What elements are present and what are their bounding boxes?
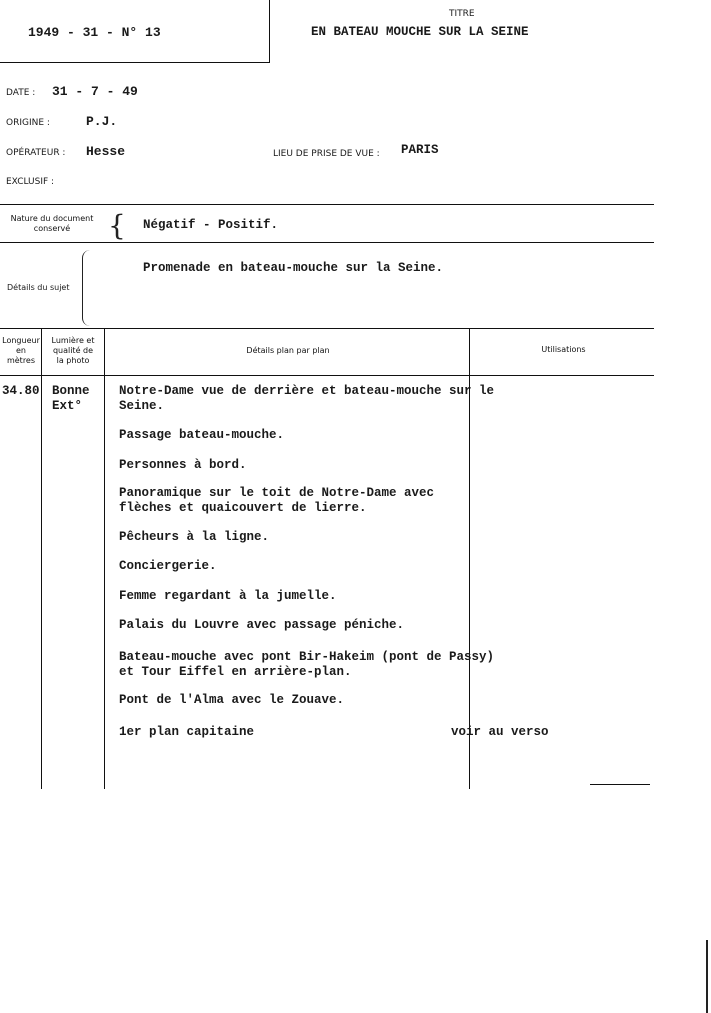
plan-line: Passage bateau-mouche.: [119, 428, 285, 442]
column-divider-1: [41, 329, 42, 789]
document-title: EN BATEAU MOUCHE SUR LA SEINE: [311, 25, 529, 39]
column-divider-2: [104, 329, 105, 789]
header-box-right-border: [269, 0, 270, 63]
reference-number: 1949 - 31 - N° 13: [28, 25, 161, 40]
table-bottom-mark: [590, 784, 650, 785]
plan-line: Conciergerie.: [119, 559, 217, 573]
plan-line: Palais du Louvre avec passage péniche.: [119, 618, 405, 632]
plan-line: Notre-Dame vue de derrière et bateau-mouche sur le: [119, 384, 495, 398]
lumiere-value-line1: Bonne: [52, 384, 90, 398]
longueur-value: 34.80: [2, 384, 40, 398]
date-label: DATE :: [6, 88, 36, 98]
plan-line: Femme regardant à la jumelle.: [119, 589, 337, 603]
header-utilisations: Utilisations: [541, 345, 586, 354]
plan-line: Pont de l'Alma avec le Zouave.: [119, 693, 345, 707]
header-bottom-rule: [0, 375, 654, 376]
plan-line: Bateau-mouche avec pont Bir-Hakeim (pont de Passy): [119, 650, 495, 664]
lumiere-value-line2: Ext°: [52, 399, 83, 413]
sujet-brace: [82, 250, 93, 326]
nature-brace: {: [108, 209, 126, 242]
nature-label: Nature du document conservé: [10, 214, 94, 233]
header-longueur: Longueur en mètres: [2, 336, 40, 365]
plan-line: et Tour Eiffel en arrière-plan.: [119, 665, 352, 679]
nature-bottom-rule: [0, 242, 654, 243]
lieu-label: LIEU DE PRISE DE VUE :: [273, 149, 380, 159]
sujet-value: Promenade en bateau-mouche sur la Seine.: [143, 261, 444, 275]
header-lumiere: Lumière et qualité de la photo: [51, 336, 95, 365]
plan-line: Panoramique sur le toit de Notre-Dame avec: [119, 486, 435, 500]
titre-label: TITRE: [449, 9, 475, 19]
nature-top-rule: [0, 204, 654, 205]
origine-label: ORIGINE :: [6, 118, 50, 128]
origine-value: P.J.: [86, 114, 118, 129]
nature-value: Négatif - Positif.: [143, 218, 279, 232]
operateur-value: Hesse: [86, 144, 126, 159]
plan-line: Personnes à bord.: [119, 458, 247, 472]
lieu-value: PARIS: [401, 143, 439, 157]
header-details: Détails plan par plan: [246, 346, 330, 355]
date-value: 31 - 7 - 49: [52, 84, 138, 99]
page-edge: [706, 940, 708, 1013]
plan-line: Pêcheurs à la ligne.: [119, 530, 270, 544]
plan-line: Seine.: [119, 399, 165, 413]
plan-line: 1er plan capitaine: [119, 725, 255, 739]
voir-verso-note: voir au verso: [451, 725, 549, 739]
exclusif-label: EXCLUSIF :: [6, 177, 55, 187]
header-box-bottom-border: [0, 62, 270, 63]
operateur-label: OPÉRATEUR :: [6, 148, 66, 158]
sujet-label: Détails du sujet: [7, 283, 70, 292]
plan-line: flèches et quaicouvert de lierre.: [119, 501, 367, 515]
table-top-rule: [0, 328, 654, 329]
